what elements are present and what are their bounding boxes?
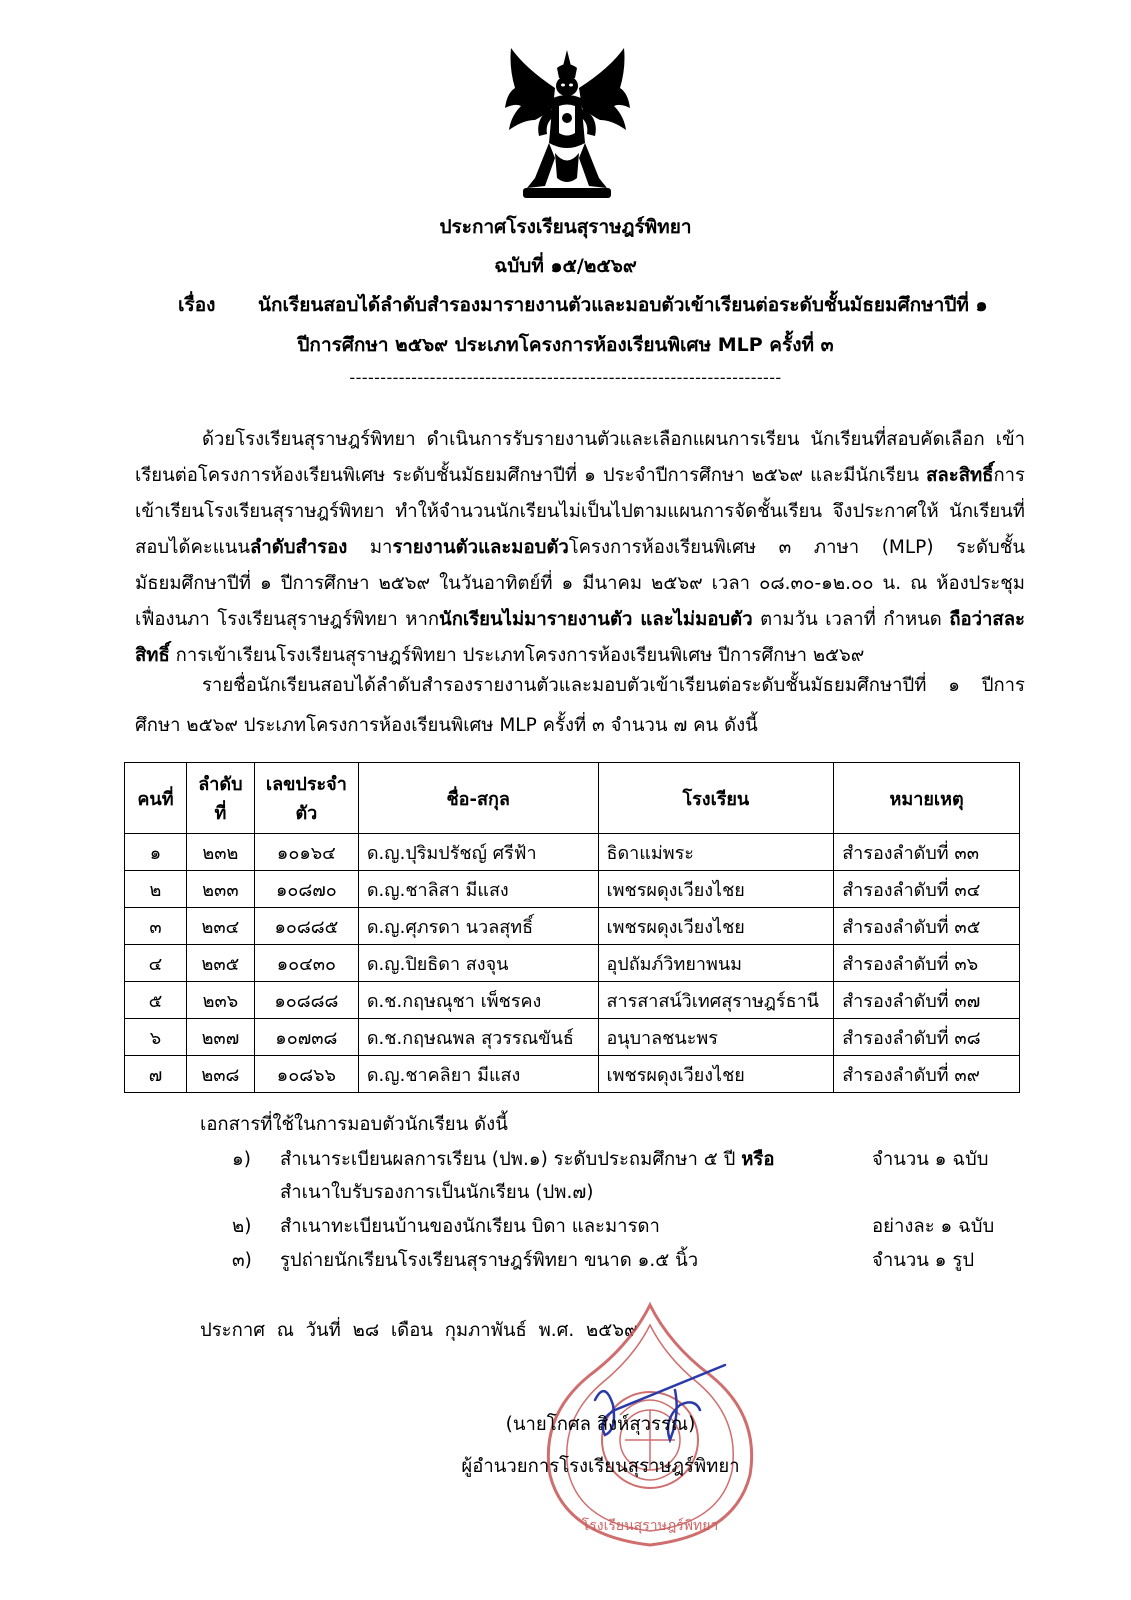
cell-name: ด.ญ.ชาลิสา มีแสง: [358, 871, 598, 908]
doc-item-3-text: รูปถ่ายนักเรียนโรงเรียนสุราษฎร์พิทยา ขนาด ๑.๕ นิ้ว: [280, 1250, 699, 1271]
cell-remark: สำรองลำดับที่ ๓๔: [834, 871, 1020, 908]
header-id: เลขประจำตัว: [254, 763, 358, 834]
seal-text: โรงเรียนสุราษฎร์พิทยา: [581, 1517, 719, 1533]
cell-person-no: ๔: [125, 945, 187, 982]
table-row: [125, 945, 1020, 982]
cell-school: อนุบาลชนะพร: [598, 1019, 834, 1056]
p1-text-c: การเข้าเรียนโรงเรียนสุราษฎร์พิทยา ทำให้จำนวนนักเรียนไม่เป็นไปตามแผนการจัดชั้นเรียน จึงประกาศให้ นักเรียนที่สอบได้คะแนน: [135, 465, 1025, 558]
cell-remark: สำรองลำดับที่ ๓๓: [834, 834, 1020, 871]
cell-rank: ๒๓๖: [186, 982, 254, 1019]
documents-intro: เอกสารที่ใช้ในการมอบตัวนักเรียน ดังนี้: [200, 1114, 508, 1135]
cell-school: เพชรผดุงเวียงไชย: [598, 1056, 834, 1093]
cell-person-no: ๖: [125, 1019, 187, 1056]
cell-person-no: ๕: [125, 982, 187, 1019]
cell-name: ด.ญ.ปิยธิดา สงจุน: [358, 945, 598, 982]
table-row: [125, 1056, 1020, 1093]
announcement-title: ประกาศโรงเรียนสุราษฎร์พิทยา: [439, 216, 692, 238]
cell-rank: ๒๓๗: [186, 1019, 254, 1056]
p1-bold-reserve: ลำดับสำรอง: [250, 537, 348, 558]
doc-item-2-qty: อย่างละ ๑ ฉบับ: [872, 1216, 995, 1237]
table-row: [125, 908, 1020, 945]
cell-rank: ๒๓๕: [186, 945, 254, 982]
student-list-table: [124, 762, 1020, 1093]
doc-item-2-text: สำเนาทะเบียนบ้านของนักเรียน บิดา และมารดา: [280, 1216, 660, 1237]
header-person-no: คนที่: [125, 763, 187, 834]
p1-bold-noshow: นักเรียนไม่มารายงานตัว และไม่มอบตัว: [439, 609, 753, 630]
cell-id: ๑๐๘๖๖: [254, 1056, 358, 1093]
cell-id: ๑๐๘๗๐: [254, 871, 358, 908]
doc-item-3-num: ๓): [232, 1250, 252, 1271]
p1-bold-forfeit: สละสิทธิ์: [926, 465, 994, 486]
cell-id: ๑๐๔๓๐: [254, 945, 358, 982]
cell-name: ด.ช.กฤษณุชา เพ็ชรคง: [358, 982, 598, 1019]
table-row: [125, 1019, 1020, 1056]
cell-id: ๑๐๘๘๕: [254, 908, 358, 945]
cell-id: ๑๐๘๘๘: [254, 982, 358, 1019]
subject-label: เรื่อง: [178, 294, 216, 316]
p1-text-g: การเข้าเรียนโรงเรียนสุราษฎร์พิทยา ประเภทโครงการห้องเรียนพิเศษ ปีการศึกษา ๒๕๖๙: [169, 645, 865, 666]
subject-line-2: ปีการศึกษา ๒๕๖๙ ประเภทโครงการห้องเรียนพิเศษ MLP ครั้งที่ ๓: [297, 334, 834, 356]
cell-person-no: ๗: [125, 1056, 187, 1093]
cell-name: ด.ญ.ชาคลิยา มีแสง: [358, 1056, 598, 1093]
announce-date: ประกาศ ณ วันที่ ๒๘ เดือน กุมภาพันธ์ พ.ศ. ๒๕๖๙: [200, 1320, 638, 1341]
doc-item-1-text: [280, 1145, 774, 1174]
paragraph-list-intro: [135, 666, 1025, 746]
header-school: โรงเรียน: [598, 763, 834, 834]
doc-item-3-qty: จำนวน ๑ รูป: [872, 1250, 975, 1271]
header-remark: หมายเหตุ: [834, 763, 1020, 834]
cell-remark: สำรองลำดับที่ ๓๘: [834, 1019, 1020, 1056]
p1-text-a: ด้วยโรงเรียนสุราษฎร์พิทยา ดำเนินการรับรายงานตัวและเลือกแผนการเรียน นักเรียนที่สอบคัดเลือก เข้าเรียนต่อโครงการห้องเรียนพิเศษ ระดับชั้นมัธยมศึกษาปีที่ ๑ ประจำปีการศึกษา ๒๕๖๙ และมีนักเรียน: [135, 429, 1025, 486]
table-row: [125, 982, 1020, 1019]
doc-item-1-bold-or: หรือ: [741, 1149, 775, 1170]
cell-person-no: ๓: [125, 908, 187, 945]
cell-name: ด.ญ.ปุริมปรัชญ์ ศรีฟ้า: [358, 834, 598, 871]
cell-remark: สำรองลำดับที่ ๓๕: [834, 908, 1020, 945]
cell-name: ด.ญ.ศุภรดา นวลสุทธิ์: [358, 908, 598, 945]
cell-id: ๑๐๗๓๘: [254, 1019, 358, 1056]
table-header-row: [125, 763, 1020, 834]
header-divider: ----------------------------------------------------------------------: [349, 368, 782, 387]
p1-text-f: ตามวัน เวลาที่ กำหนด: [752, 609, 950, 630]
table-row: [125, 871, 1020, 908]
cell-remark: สำรองลำดับที่ ๓๗: [834, 982, 1020, 1019]
cell-rank: ๒๓๓: [186, 871, 254, 908]
doc-item-2-num: ๒): [232, 1216, 252, 1237]
cell-rank: ๒๓๘: [186, 1056, 254, 1093]
cell-rank: ๒๓๔: [186, 908, 254, 945]
cell-person-no: ๑: [125, 834, 187, 871]
cell-name: ด.ช.กฤษณพล สุวรรณขันธ์: [358, 1019, 598, 1056]
p2-text: รายชื่อนักเรียนสอบได้ลำดับสำรองรายงานตัวและมอบตัวเข้าเรียนต่อระดับชั้นมัธยมศึกษาปีที่ ๑ ปีการศึกษา ๒๕๖๙ ประเภทโครงการห้องเรียนพิเศษ MLP ครั้งที่ ๓ จำนวน ๗ คน ดังนี้: [135, 675, 1025, 736]
p1-bold-report: รายงานตัวและมอบตัว: [392, 537, 569, 558]
announcement-number: ฉบับที่ ๑๕/๒๕๖๙: [494, 255, 637, 277]
cell-remark: สำรองลำดับที่ ๓๖: [834, 945, 1020, 982]
table-row: [125, 834, 1020, 871]
subject-line-1: นักเรียนสอบได้ลำดับสำรองมารายงานตัวและมอบตัวเข้าเรียนต่อระดับชั้นมัธยมศึกษาปีที่ ๑: [258, 294, 988, 316]
doc-item-1-line2: สำเนาใบรับรองการเป็นนักเรียน (ปพ.๗): [280, 1182, 594, 1203]
header-name: ชื่อ-สกุล: [358, 763, 598, 834]
cell-id: ๑๐๑๖๔: [254, 834, 358, 871]
p1-text-e: โครงการห้องเรียนพิเศษ ๓ ภาษา (MLP) ระดับชั้นมัธยมศึกษาปีที่ ๑ ปีการศึกษา ๒๕๖๙ ในวันอาทิตย์ที่ ๑ มีนาคม ๒๕๖๙ เวลา ๐๘.๓๐-๑๒.๐๐ น. ณ ห้องประชุมเฟื่องนภา โรงเรียนสุราษฎร์พิทยา หาก: [135, 537, 1025, 630]
cell-school: อุปถัมภ์วิทยาพนม: [598, 945, 834, 982]
doc-item-1-num: ๑): [232, 1149, 251, 1170]
cell-school: เพชรผดุงเวียงไชย: [598, 871, 834, 908]
doc-item-1-qty: จำนวน ๑ ฉบับ: [872, 1149, 989, 1170]
signer-title: ผู้อำนวยการโรงเรียนสุราษฎร์พิทยา: [461, 1456, 740, 1477]
cell-school: สารสาสน์วิเทศสุราษฎร์ธานี: [598, 982, 834, 1019]
header-rank: ลำดับที่: [186, 763, 254, 834]
cell-remark: สำรองลำดับที่ ๓๙: [834, 1056, 1020, 1093]
p1-bold-forfeit-2: ถือว่าสละสิทธิ์: [135, 609, 1025, 666]
cell-rank: ๒๓๒: [186, 834, 254, 871]
garuda-emblem: [505, 48, 630, 203]
signer-name: (นายโกศล สิงห์สุวรรณ): [505, 1414, 696, 1435]
paragraph-announcement: [135, 422, 1025, 674]
doc-item-1-text-a: สำเนาระเบียนผลการเรียน (ปพ.๑) ระดับประถมศึกษา ๕ ปี: [280, 1149, 742, 1170]
cell-person-no: ๒: [125, 871, 187, 908]
cell-school: เพชรผดุงเวียงไชย: [598, 908, 834, 945]
p1-text-d: มา: [347, 537, 393, 558]
cell-school: ธิดาแม่พระ: [598, 834, 834, 871]
